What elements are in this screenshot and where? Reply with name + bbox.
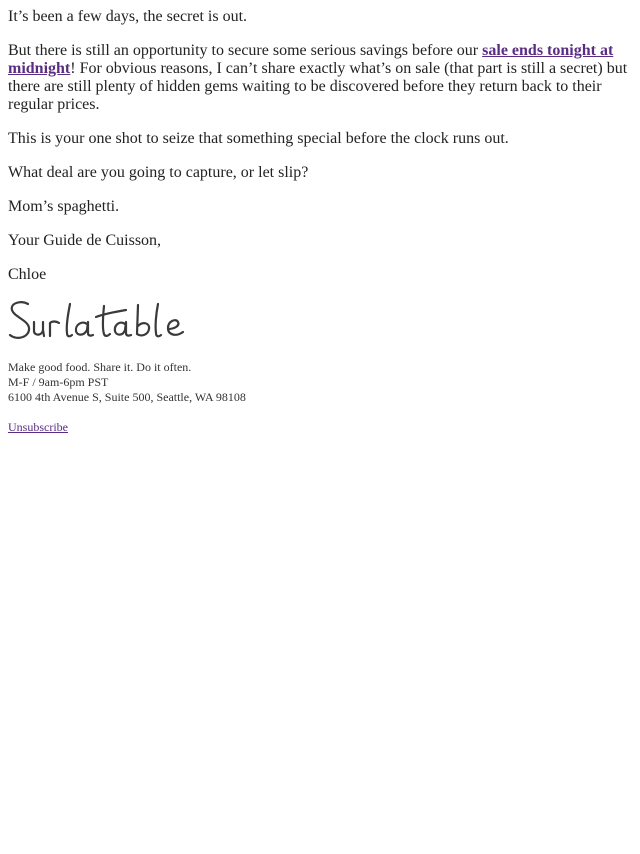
sur-la-table-logo	[8, 300, 184, 342]
sale-paragraph-lead: But there is still an opportunity to secure some serious savings before our	[8, 42, 483, 59]
signoff: Your Guide de Cuisson,	[8, 232, 162, 249]
unsubscribe-link[interactable]: Unsubscribe	[8, 420, 68, 434]
question-paragraph: What deal are you going to capture, or let slip?	[8, 164, 309, 181]
spaghetti-paragraph: Mom’s spaghetti.	[8, 198, 120, 215]
footer-tagline: Make good food. Share it. Do it often.	[8, 360, 192, 374]
sale-ends-link[interactable]: sale ends tonight at midnight	[8, 42, 614, 77]
footer-hours: M-F / 9am-6pm PST	[8, 375, 109, 389]
footer	[8, 360, 632, 435]
signature: Chloe	[8, 266, 47, 283]
intro-paragraph: It’s been a few days, the secret is out.	[8, 8, 248, 25]
one-shot-paragraph: This is your one shot to seize that something special before the clock runs out.	[8, 130, 509, 147]
footer-address: 6100 4th Avenue S, Suite 500, Seattle, WA 98108	[8, 390, 246, 404]
sale-paragraph	[8, 42, 632, 114]
sale-paragraph-rest: ! For obvious reasons, I can’t share exactly what’s on sale (that part is still a secret) but there are still plenty of hidden gems waiting to be discovered before they return back to their regular prices.	[8, 60, 628, 113]
